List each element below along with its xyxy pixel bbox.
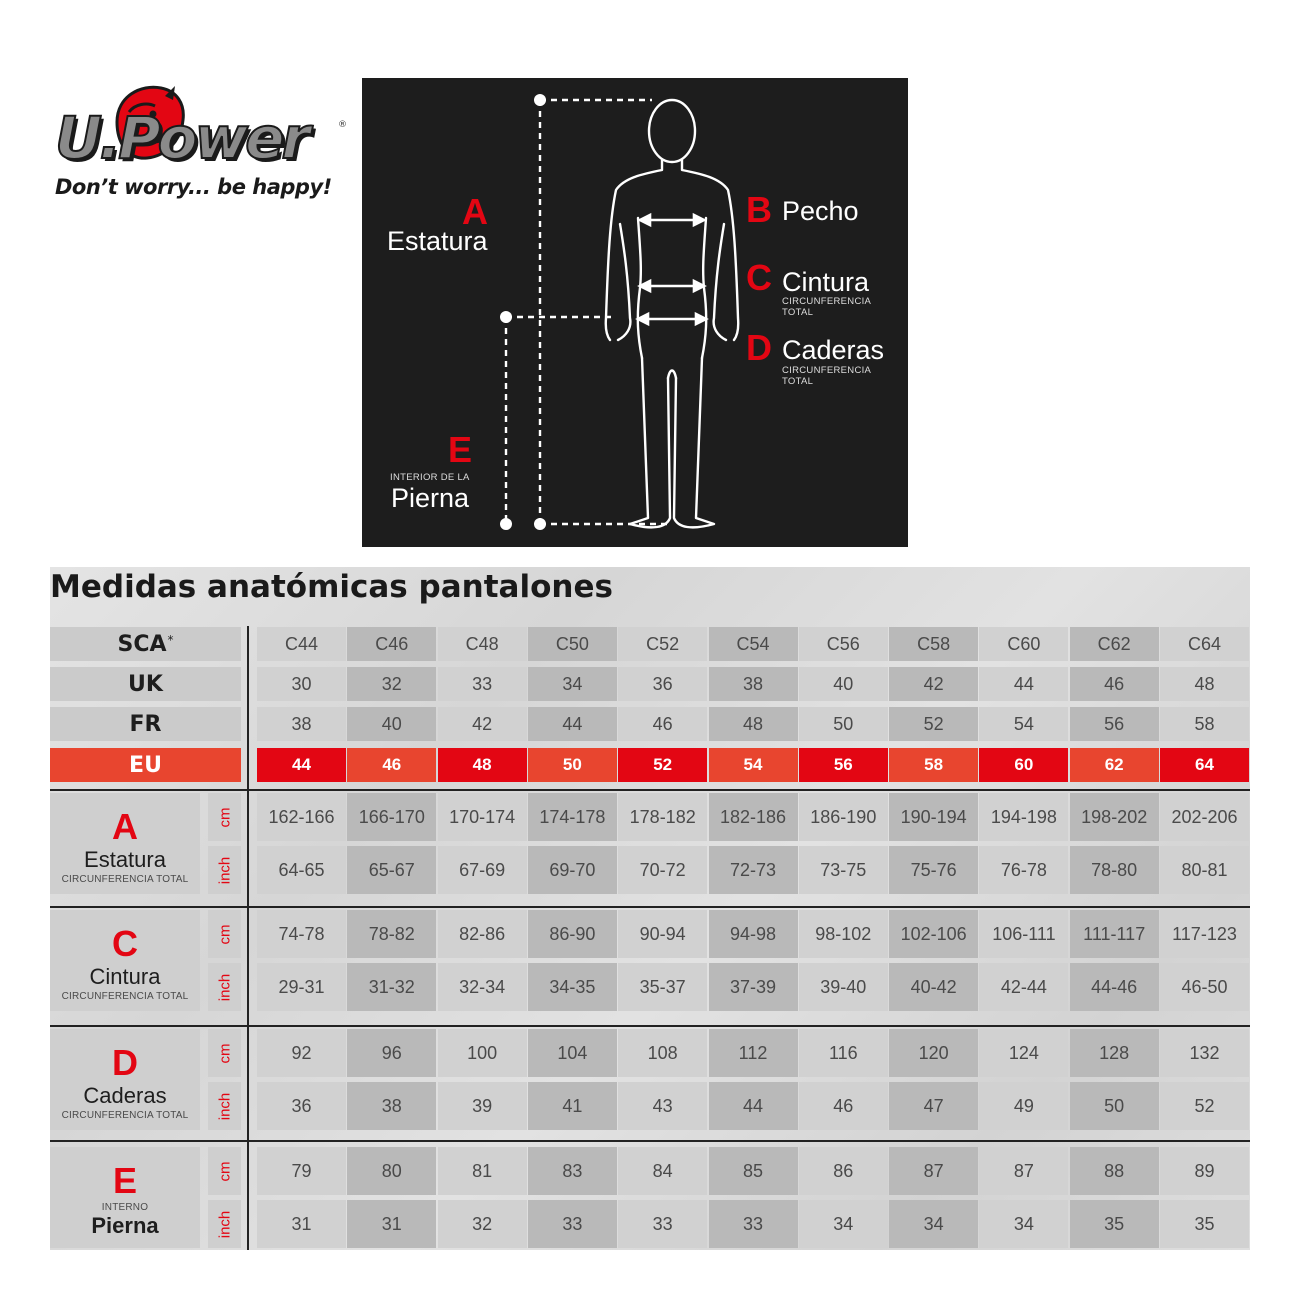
size-cell: 52 (618, 748, 707, 782)
label-c-sub1: CIRCUNFERENCIA (782, 296, 872, 307)
measure-cell: 170-174 (438, 793, 527, 841)
size-cell: 62 (1070, 748, 1159, 782)
brand-logo (55, 82, 355, 212)
measure-cell: 88 (1070, 1147, 1159, 1195)
measure-cell: 86-90 (528, 910, 617, 958)
measure-cell: 80-81 (1160, 846, 1249, 894)
measure-cell: 76-78 (979, 846, 1068, 894)
measure-cell: 73-75 (799, 846, 888, 894)
measure-cell: 32 (438, 1200, 527, 1248)
measure-cell: 96 (347, 1029, 436, 1077)
size-cell: 30 (257, 667, 346, 701)
group-letter: D (112, 1042, 138, 1083)
measure-cell: 111-117 (1070, 910, 1159, 958)
measure-cell: 34 (889, 1200, 978, 1248)
unit-text: cm (216, 1043, 233, 1063)
measure-cell: 78-82 (347, 910, 436, 958)
size-table (50, 567, 1250, 1250)
group-separator (50, 906, 1250, 908)
measure-cell: 36 (257, 1082, 346, 1130)
logo-wordmark: U.Power (55, 104, 308, 172)
size-cell: 58 (889, 748, 978, 782)
measure-cell: 87 (979, 1147, 1068, 1195)
measure-cell: 37-39 (709, 963, 798, 1011)
size-cell: 34 (528, 667, 617, 701)
size-cell: C54 (709, 627, 798, 661)
size-cell: C64 (1160, 627, 1249, 661)
measure-cell: 124 (979, 1029, 1068, 1077)
size-cell: C48 (438, 627, 527, 661)
measure-cell: 35 (1070, 1200, 1159, 1248)
measure-cell: 98-102 (799, 910, 888, 958)
measure-cell: 132 (1160, 1029, 1249, 1077)
measure-cell: 90-94 (618, 910, 707, 958)
size-cell: C60 (979, 627, 1068, 661)
measure-cell: 49 (979, 1082, 1068, 1130)
unit-text: inch (216, 1092, 233, 1120)
size-cell: 52 (889, 707, 978, 741)
measurement-diagram (362, 78, 908, 547)
unit-label-cm (208, 910, 241, 958)
brand-tagline: Don’t worry... be happy! (55, 175, 332, 199)
unit-label-inch (208, 846, 241, 894)
label-b-text: Pecho (782, 196, 859, 226)
size-cell: 33 (438, 667, 527, 701)
column-divider (247, 626, 249, 1250)
group-sub-label: CIRCUNFERENCIA TOTAL (61, 1110, 189, 1121)
size-cell: 64 (1160, 748, 1249, 782)
label-a-letter: A (462, 191, 488, 232)
measure-cell: 104 (528, 1029, 617, 1077)
label-c-text: Cintura (782, 267, 870, 297)
unit-text: inch (216, 1210, 233, 1238)
measure-cell: 94-98 (709, 910, 798, 958)
group-letter: E (112, 1160, 137, 1201)
size-cell: 58 (1160, 707, 1249, 741)
size-cell: 54 (979, 707, 1068, 741)
unit-label-inch (208, 1200, 241, 1248)
measure-cell: 75-76 (889, 846, 978, 894)
measure-cell: 52 (1160, 1082, 1249, 1130)
size-cell: 54 (709, 748, 798, 782)
group-name: Caderas (83, 1083, 167, 1108)
size-cell: 56 (1070, 707, 1159, 741)
size-cell: 36 (618, 667, 707, 701)
footnote-mark: * (167, 633, 174, 647)
measure-cell: 166-170 (347, 793, 436, 841)
size-row-label-uk: UK (50, 667, 241, 701)
measure-cell: 86 (799, 1147, 888, 1195)
measure-cell: 40-42 (889, 963, 978, 1011)
size-cell: 48 (438, 748, 527, 782)
measure-cell: 35 (1160, 1200, 1249, 1248)
measure-cell: 82-86 (438, 910, 527, 958)
measure-cell: 85 (709, 1147, 798, 1195)
measure-cell: 116 (799, 1029, 888, 1077)
group-separator (50, 789, 1250, 791)
measure-cell: 79 (257, 1147, 346, 1195)
size-cell: 48 (1160, 667, 1249, 701)
measure-cell: 81 (438, 1147, 527, 1195)
group-pre-label: INTERNO (101, 1202, 149, 1213)
measure-cell: 70-72 (618, 846, 707, 894)
size-cell: 42 (438, 707, 527, 741)
label-c-letter: C (746, 257, 772, 298)
measure-cell: 41 (528, 1082, 617, 1130)
size-row-label-fr: FR (50, 707, 241, 741)
size-cell: 44 (257, 748, 346, 782)
measure-cell: 190-194 (889, 793, 978, 841)
size-cell: 46 (618, 707, 707, 741)
measure-cell: 34-35 (528, 963, 617, 1011)
size-cell: 42 (889, 667, 978, 701)
size-cell: C62 (1070, 627, 1159, 661)
size-row-label-sca: SCA * (50, 627, 241, 661)
measure-cell: 33 (618, 1200, 707, 1248)
measure-cell: 87 (889, 1147, 978, 1195)
label-e-letter: E (448, 429, 473, 470)
registered-mark: ® (338, 120, 347, 130)
size-cell: 48 (709, 707, 798, 741)
size-cell: C58 (889, 627, 978, 661)
group-separator (50, 1025, 1250, 1027)
label-e-text: Pierna (391, 483, 470, 513)
measure-cell: 33 (709, 1200, 798, 1248)
size-row-label-eu: EU (50, 748, 241, 782)
unit-text: cm (216, 807, 233, 827)
size-cell: 32 (347, 667, 436, 701)
measure-cell: 117-123 (1160, 910, 1249, 958)
unit-label-cm (208, 793, 241, 841)
measure-cell: 92 (257, 1029, 346, 1077)
size-cell: 40 (347, 707, 436, 741)
group-letter: C (112, 923, 138, 964)
group-name: Pierna (91, 1213, 159, 1238)
measure-cell: 64-65 (257, 846, 346, 894)
unit-text: inch (216, 973, 233, 1001)
unit-label-cm (208, 1029, 241, 1077)
label-d-sub1: CIRCUNFERENCIA (782, 365, 872, 376)
measure-cell: 31 (347, 1200, 436, 1248)
measure-cell: 72-73 (709, 846, 798, 894)
measure-cell: 174-178 (528, 793, 617, 841)
size-cell: C44 (257, 627, 346, 661)
measure-cell: 67-69 (438, 846, 527, 894)
measure-cell: 83 (528, 1147, 617, 1195)
measure-cell: 100 (438, 1029, 527, 1077)
measure-cell: 106-111 (979, 910, 1068, 958)
size-cell: C46 (347, 627, 436, 661)
measure-cell: 50 (1070, 1082, 1159, 1130)
group-letter: A (112, 806, 138, 847)
measure-cell: 178-182 (618, 793, 707, 841)
table-title: Medidas anatómicas pantalones (50, 569, 613, 605)
measure-cell: 46 (799, 1082, 888, 1130)
size-cell: 38 (257, 707, 346, 741)
size-cell: 56 (799, 748, 888, 782)
size-cell: 38 (709, 667, 798, 701)
measure-cell: 186-190 (799, 793, 888, 841)
size-cell: 60 (979, 748, 1068, 782)
measure-cell: 102-106 (889, 910, 978, 958)
measure-cell: 65-67 (347, 846, 436, 894)
size-cell: C50 (528, 627, 617, 661)
group-name: Estatura (84, 847, 166, 872)
group-name: Cintura (89, 964, 161, 989)
label-d-sub2: TOTAL (782, 376, 814, 387)
measure-cell: 44 (709, 1082, 798, 1130)
measure-cell: 194-198 (979, 793, 1068, 841)
label-d-text: Caderas (782, 335, 885, 365)
measure-cell: 89 (1160, 1147, 1249, 1195)
measure-cell: 32-34 (438, 963, 527, 1011)
measure-cell: 35-37 (618, 963, 707, 1011)
size-cell: 40 (799, 667, 888, 701)
measure-cell: 74-78 (257, 910, 346, 958)
measure-cell: 47 (889, 1082, 978, 1130)
unit-text: cm (216, 1161, 233, 1181)
unit-label-inch (208, 963, 241, 1011)
size-cell: C52 (618, 627, 707, 661)
group-sub-label: CIRCUNFERENCIA TOTAL (61, 874, 189, 885)
measure-cell: 39 (438, 1082, 527, 1130)
size-cell: 44 (979, 667, 1068, 701)
label-d-letter: D (746, 327, 772, 368)
measure-cell: 29-31 (257, 963, 346, 1011)
measure-cell: 84 (618, 1147, 707, 1195)
unit-label-inch (208, 1082, 241, 1130)
measure-cell: 112 (709, 1029, 798, 1077)
measure-cell: 39-40 (799, 963, 888, 1011)
measure-cell: 44-46 (1070, 963, 1159, 1011)
size-cell: 46 (1070, 667, 1159, 701)
measure-cell: 202-206 (1160, 793, 1249, 841)
group-separator (50, 1140, 1250, 1142)
measure-cell: 80 (347, 1147, 436, 1195)
label-a-text: Estatura (387, 226, 488, 256)
measure-cell: 162-166 (257, 793, 346, 841)
size-cell: 50 (528, 748, 617, 782)
measure-cell: 34 (979, 1200, 1068, 1248)
measure-cell: 182-186 (709, 793, 798, 841)
unit-label-cm (208, 1147, 241, 1195)
unit-text: cm (216, 924, 233, 944)
measure-cell: 31-32 (347, 963, 436, 1011)
size-cell: 50 (799, 707, 888, 741)
measure-cell: 128 (1070, 1029, 1159, 1077)
label-c-sub2: TOTAL (782, 307, 814, 318)
measure-cell: 46-50 (1160, 963, 1249, 1011)
measure-cell: 42-44 (979, 963, 1068, 1011)
measure-cell: 78-80 (1070, 846, 1159, 894)
group-sub-label: CIRCUNFERENCIA TOTAL (61, 991, 189, 1002)
measure-cell: 31 (257, 1200, 346, 1248)
measure-cell: 198-202 (1070, 793, 1159, 841)
unit-text: inch (216, 856, 233, 884)
measure-cell: 33 (528, 1200, 617, 1248)
measure-cell: 38 (347, 1082, 436, 1130)
measure-cell: 108 (618, 1029, 707, 1077)
measure-cell: 34 (799, 1200, 888, 1248)
label-e-sub: INTERIOR DE LA (390, 472, 470, 483)
size-cell: C56 (799, 627, 888, 661)
measure-cell: 69-70 (528, 846, 617, 894)
measure-cell: 120 (889, 1029, 978, 1077)
size-cell: 44 (528, 707, 617, 741)
label-b-letter: B (746, 189, 772, 230)
measure-cell: 43 (618, 1082, 707, 1130)
size-cell: 46 (347, 748, 436, 782)
